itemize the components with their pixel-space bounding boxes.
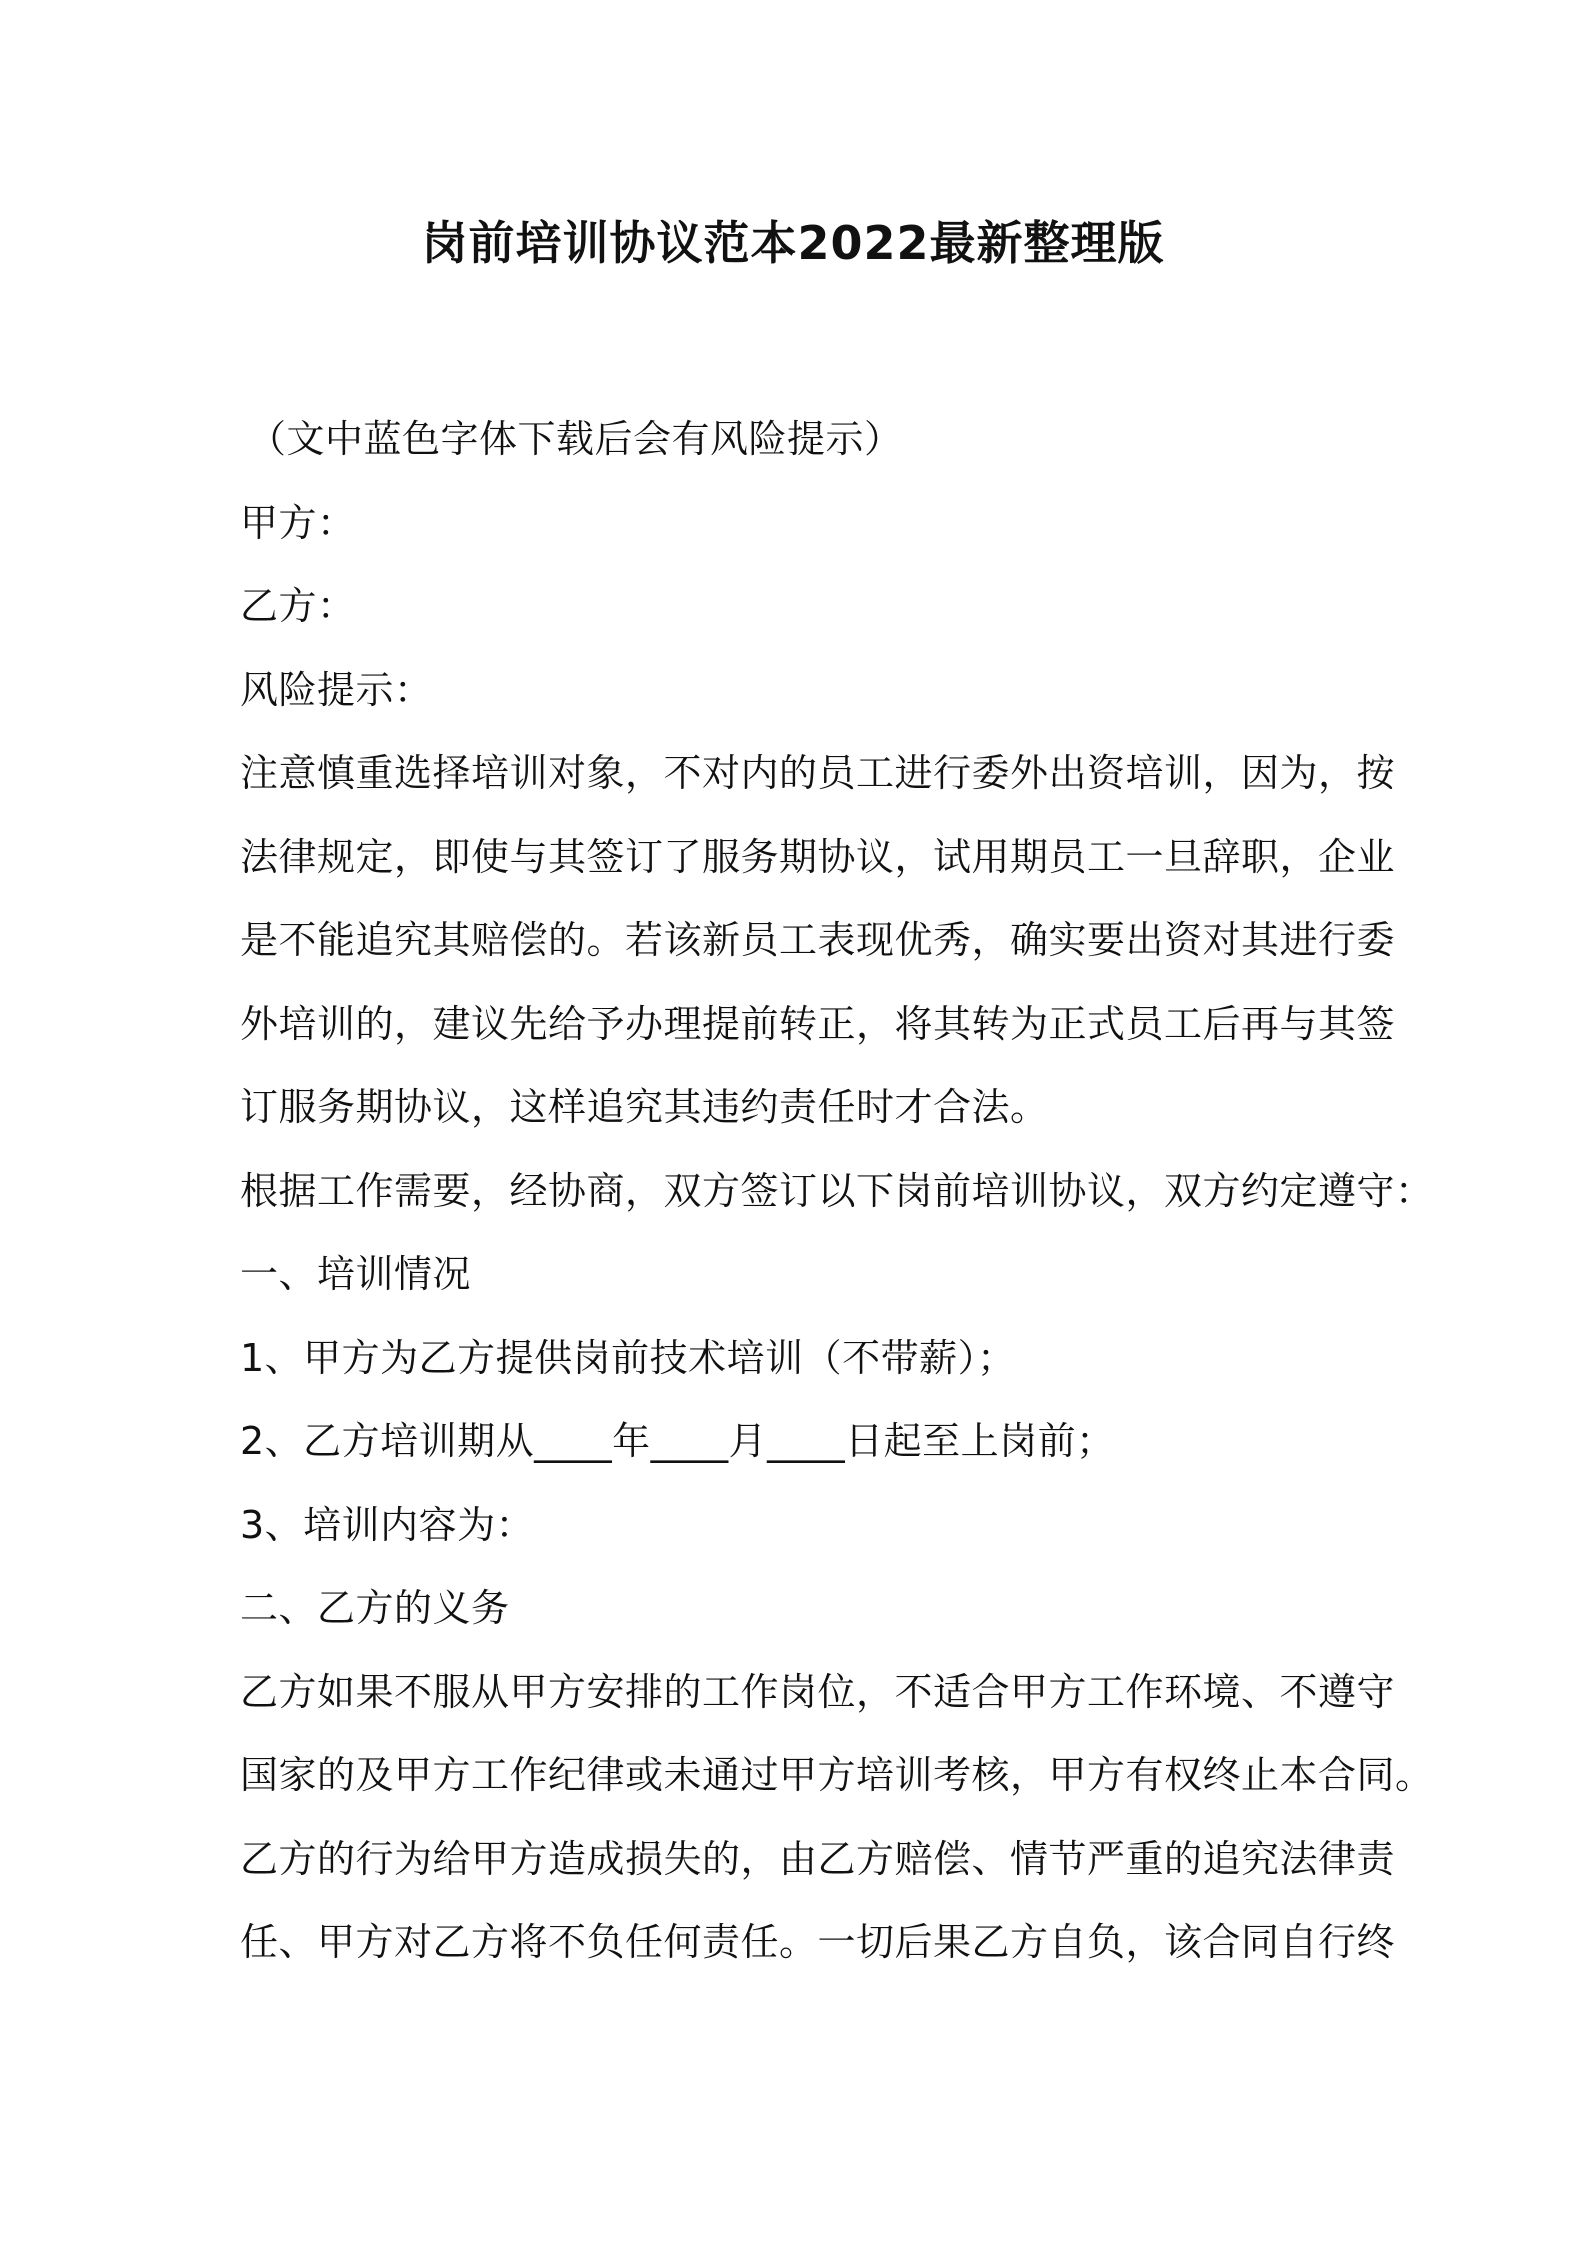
risk-paragraph-line: 外培训的，建议先给予办理提前转正，将其转为正式员工后再与其签 <box>240 1001 1396 1046</box>
section-1-item: 1、甲方为乙方提供岗前技术培训（不带薪）； <box>240 1335 1016 1380</box>
risk-paragraph-line: 注意慎重选择培训对象，不对内的员工进行委外出资培训，因为，按 <box>240 751 1396 795</box>
section-2-paragraph-line: 国家的及甲方工作纪律或未通过甲方培训考核，甲方有权终止本合同。 <box>240 1753 1434 1797</box>
document-title: 岗前培训协议范本2022最新整理版 <box>421 216 1165 270</box>
party-a-label: 甲方： <box>240 500 356 545</box>
section-2-heading: 二、乙方的义务 <box>240 1586 510 1630</box>
download-note: （文中蓝色字体下载后会有风险提示） <box>248 417 903 461</box>
section-1-item: 2、乙方培训期从____年____月____日起至上岗前； <box>240 1419 1115 1463</box>
section-1-item: 3、培训内容为： <box>240 1502 535 1547</box>
risk-paragraph-line: 是不能追究其赔偿的。若该新员工表现优秀，确实要出资对其进行委 <box>240 918 1396 962</box>
section-1-heading: 一、培训情况 <box>240 1252 472 1296</box>
document-body <box>240 398 1434 1985</box>
section-2-paragraph-line: 乙方的行为给甲方造成损失的，由乙方赔偿、情节严重的追究法律责 <box>240 1836 1396 1881</box>
section-2-paragraph-line: 乙方如果不服从甲方安排的工作岗位，不适合甲方工作环境、不遵守 <box>240 1669 1396 1714</box>
risk-label: 风险提示： <box>240 667 433 712</box>
party-b-label: 乙方： <box>240 584 356 628</box>
risk-paragraph-line: 法律规定，即使与其签订了服务期协议，试用期员工一旦辞职，企业 <box>240 834 1396 879</box>
agreement-intro: 根据工作需要，经协商，双方签订以下岗前培训协议，双方约定遵守： <box>240 1168 1434 1213</box>
risk-paragraph-line: 订服务期协议，这样追究其违约责任时才合法。 <box>240 1085 1049 1129</box>
section-2-paragraph-line: 任、甲方对乙方将不负任何责任。一切后果乙方自负，该合同自行终 <box>240 1920 1396 1964</box>
